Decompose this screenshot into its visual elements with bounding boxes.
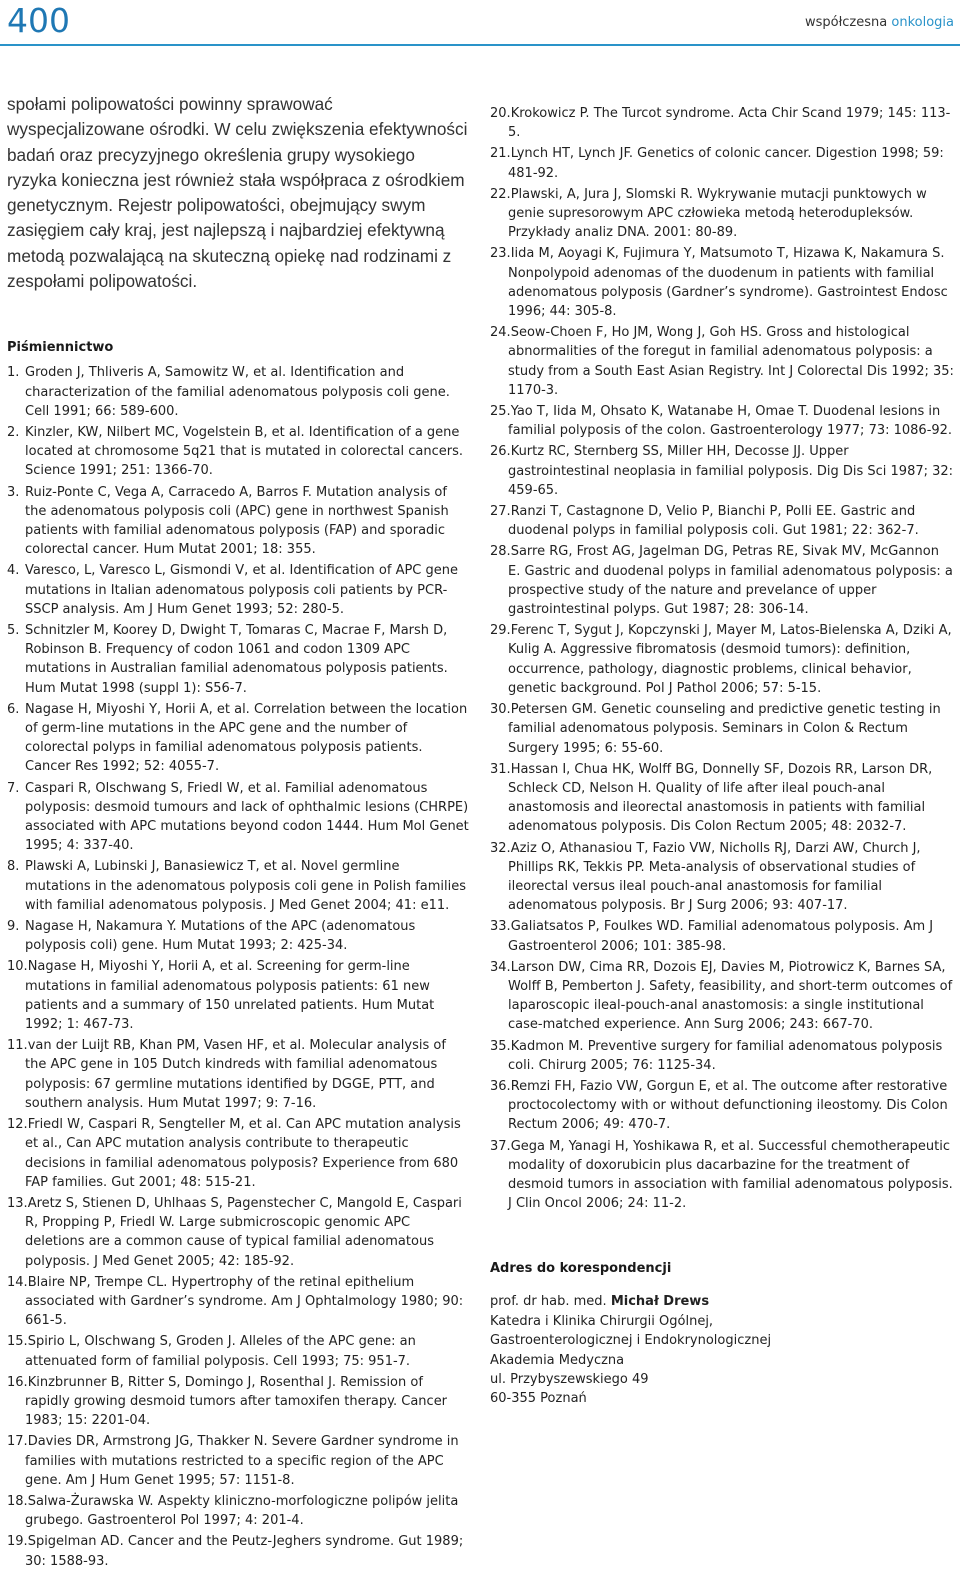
reference-number: 21. — [490, 146, 511, 162]
references-list-right — [490, 104, 954, 1213]
reference-item — [490, 502, 954, 540]
references-list-left — [7, 363, 469, 1570]
reference-item — [490, 958, 954, 1035]
reference-number: 23. — [490, 246, 511, 262]
journal-title-part2: onkologia — [891, 15, 954, 30]
reference-number: 25. — [490, 404, 511, 420]
reference-number: 17. — [7, 1434, 28, 1450]
page-header — [0, 0, 960, 44]
reference-text: Wykrywanie mutacji punktowych w genie supresorowym APC człowieka metodą heterodupleksów. Przykłady analiz DNA. 2001: 80-89. — [508, 186, 927, 241]
address-lines — [490, 1312, 954, 1409]
reference-authors: Blaire NP, Trempe CL. — [27, 1274, 168, 1290]
reference-text: Genetics of colonic cancer. Digestion 1998; 59: 481-92. — [508, 146, 944, 181]
reference-number: 35. — [490, 1038, 511, 1054]
reference-text: Gastric and duodenal polyps in familial polyposis coli. Gut 1981; 22: 362-7. — [508, 504, 919, 539]
reference-number: 30. — [490, 702, 511, 718]
reference-text: Aspekty kliniczno-morfologiczne polipów jelita grubego. Gastroenterol Pol 1997; 4: 201-4. — [25, 1493, 459, 1529]
reference-item — [490, 1037, 954, 1075]
address-name: Michał Drews — [610, 1294, 710, 1310]
reference-item — [7, 957, 469, 1034]
reference-text: Novel germline mutations in the adenomatous polyposis coli gene in Polish families with familial adenomatous polyposis. J Med Genet 2004; 41: e11. — [25, 859, 467, 913]
reference-text: Severe Gardner syndrome in families with mutations restricted to a specific region of the APC gene. Am J Hum Genet 1995; 57: 1151-8. — [25, 1434, 459, 1488]
reference-authors: Spigelman AD. — [27, 1534, 124, 1550]
reference-item — [7, 1532, 469, 1570]
reference-authors: Seow-Choen F, Ho JM, Wong J, Goh HS. — [510, 325, 763, 341]
reference-item — [490, 144, 954, 182]
reference-text: Duodenal lesions in familial polyposis of the colon. Gastroenterology 1977; 73: 1086-92. — [508, 404, 953, 439]
reference-authors: Aziz O, Athanasiou T, Fazio VW, Nicholls RJ, Darzi AW, Church J, Phillips RK, Tekkis PP. — [508, 840, 921, 875]
reference-text: Upper gastrointestinal neoplasia in familial polyposis. Dig Dis Sci 1987; 32: 459-65. — [508, 444, 954, 498]
reference-item — [7, 1273, 469, 1331]
address-line: 60-355 Poznań — [490, 1391, 587, 1407]
reference-item — [7, 1492, 469, 1530]
reference-item — [490, 917, 954, 955]
reference-item — [7, 1332, 469, 1370]
reference-authors: Groden J, Thliveris A, Samowitz W, et al. — [25, 365, 287, 381]
reference-item — [490, 621, 954, 698]
reference-item — [490, 760, 954, 837]
reference-authors: Ranzi T, Castagnone D, Velio P, Bianchi P, Polli EE. — [510, 504, 837, 520]
reference-authors: Varesco, L, Varesco L, Gismondi V, et al. — [25, 563, 286, 579]
reference-number: 26. — [490, 444, 511, 460]
reference-authors: Yao T, Iida M, Ohsato K, Watanabe H, Omae T. — [510, 404, 809, 420]
reference-number: 22. — [490, 186, 511, 202]
reference-authors: Gega M, Yanagi H, Yoshikawa R, et al. — [510, 1138, 754, 1154]
reference-number: 7. — [7, 780, 20, 796]
reference-item — [7, 621, 469, 698]
reference-number: 11. — [7, 1038, 28, 1054]
left-column — [7, 92, 469, 1573]
reference-item — [7, 1373, 469, 1431]
reference-authors: Nagase H, Nakamura Y. — [25, 919, 177, 935]
reference-item — [490, 244, 954, 321]
reference-text: Screening for germ-line mutations in familial adenomatous polyposis patients: 61 new patients and a summary of 150 unrelated patients. Hum Mutat 1992; 1: 467-73. — [25, 959, 435, 1033]
journal-title-part1: współczesna — [804, 15, 888, 30]
reference-item — [7, 561, 469, 619]
reference-authors: Spirio L, Olschwang S, Groden J. — [27, 1334, 236, 1350]
address-title: prof. dr hab. med. — [490, 1294, 607, 1310]
reference-item — [7, 1115, 469, 1192]
reference-item — [7, 363, 469, 421]
reference-number: 2. — [7, 424, 20, 440]
reference-item — [490, 442, 954, 500]
reference-number: 37. — [490, 1138, 511, 1154]
reference-text: Correlation between the location of germ-line mutations in the APC gene and the number of colorectal polyps in familial adenomatous polyposis patients. Cancer Res 1992; 52: 4055-7. — [25, 701, 468, 775]
reference-item — [7, 1194, 469, 1271]
address-name-line — [490, 1292, 954, 1311]
reference-text: Identification of a gene located at chromosome 5q21 that is mutated in colorectal cancers. Science 1991; 251: 1366-70. — [25, 424, 463, 479]
reference-number: 32. — [490, 840, 511, 856]
reference-item — [7, 483, 469, 560]
reference-number: 8. — [7, 859, 20, 875]
reference-text: Mutations of the APC (adenomatous polyposis coli) gene. Hum Mutat 1993; 2: 425-34. — [25, 919, 416, 954]
reference-authors: Iida M, Aoyagi K, Fujimura Y, Matsumoto T, Hizawa K, Nakamura S. — [510, 246, 945, 262]
address-line: Katedra i Klinika Chirurgii Ogólnej, — [490, 1313, 714, 1329]
reference-text: Aggressive fibromatosis (desmoid tumors): definition, occurrence, pathology, diagnostic problems, clinical behavior, genetic background. Pol J Pathol 2006; 57: 5-15. — [508, 642, 912, 696]
intro-paragraph: społami polipowatości powinny sprawować wyspecjalizowane ośrodki. W celu zwiększenia efektywności badań oraz precyzyjnego określenia grupy wysokiego ryzyka konieczna jest również stała współpraca z ośrodkiem genetycznym. Rejestr polipowatości, obejmujący swym zasięgiem cały kraj, jest najlepszą i najbardziej efektywną metodą pozwalającą na skuteczną opiekę nad rodzinami z zespołami polipowatości. — [7, 94, 468, 292]
reference-item — [490, 104, 954, 142]
reference-authors: Sarre RG, Frost AG, Jagelman DG, Petras RE, Sivak MV, McGannon E. — [508, 544, 939, 579]
reference-number: 15. — [7, 1334, 28, 1350]
reference-item — [490, 700, 954, 758]
reference-number: 4. — [7, 563, 20, 579]
reference-authors: Lynch HT, Lynch JF. — [510, 146, 634, 162]
reference-authors: Ruiz-Ponte C, Vega A, Carracedo A, Barros F. — [25, 484, 312, 500]
reference-text: Meta-analysis of observational studies of ileorectal versus ileal pouch-anal anastomosis for familial adenomatous polyposis. Br J Surg 2006; 93: 407-17. — [508, 859, 916, 914]
reference-authors: Ferenc T, Sygut J, Kopczynski J, Mayer M, Latos-Bielenska A, Dziki A, Kulig A. — [508, 623, 952, 658]
reference-item — [7, 779, 469, 856]
reference-number: 36. — [490, 1078, 511, 1094]
reference-item — [490, 1137, 954, 1214]
reference-authors: Plawski A, Lubinski J, Banasiewicz T, et al. — [25, 859, 297, 875]
reference-authors: Aretz S, Stienen D, Uhlhaas S, Pagenstecher C, Mangold E, Caspari R, Propping P, Friedl W. — [25, 1195, 462, 1231]
reference-authors: Plawski, A, Jura J, Slomski R. — [510, 186, 693, 202]
reference-item — [7, 1432, 469, 1490]
reference-text: Familial adenomatous polyposis: desmoid tumours and lack of ophthalmic lesions (CHRPE) associated with APC mutations beyond codon 1444. Hum Mol Genet 1995; 4: 337-40. — [25, 780, 469, 854]
reference-number: 28. — [490, 544, 511, 560]
header-rule — [0, 44, 960, 46]
address-line: Akademia Medyczna — [490, 1352, 625, 1368]
reference-authors: Krokowicz P. — [510, 106, 590, 121]
address-line: Gastroenterologicznej i Endokrynologicznej — [490, 1333, 772, 1349]
right-column — [490, 104, 954, 1409]
reference-authors: van der Luijt RB, Khan PM, Vasen HF, et al. — [27, 1038, 306, 1054]
reference-number: 9. — [7, 919, 20, 935]
reference-text: Identification and characterization of the familial adenomatous polyposis coli gene. Cell 1991; 66: 589-600. — [25, 365, 450, 419]
reference-item — [7, 917, 469, 955]
reference-number: 34. — [490, 959, 511, 975]
reference-authors: Friedl W, Caspari R, Sengteller M, et al. — [27, 1117, 282, 1133]
reference-item — [490, 1077, 954, 1135]
reference-authors: Davies DR, Armstrong JG, Thakker N. — [27, 1434, 268, 1450]
reference-authors: Nagase H, Miyoshi Y, Horii A, et al. — [25, 701, 250, 717]
reference-authors: Remzi FH, Fazio VW, Gorgun E, et al. — [510, 1078, 749, 1094]
reference-number: 24. — [490, 325, 511, 341]
reference-text: Successful chemotherapeutic modality of doxorubicin plus dacarbazine for the treatment of desmoid tumors in association with familial adenomatous polyposis. J Clin Oncol 2006; 24: 11-2. — [508, 1138, 953, 1212]
reference-number: 5. — [7, 623, 20, 639]
reference-text: The outcome after restorative proctocolectomy with or without defunctioning ileostomy. Dis Colon Rectum 2006; 49: 470-7. — [508, 1078, 948, 1133]
reference-number: 16. — [7, 1374, 28, 1390]
reference-text: Large submicroscopic genomic APC deletions are a common cause of typical familial adenomatous polyposis. J Med Genet 2005; 42: 185-92. — [25, 1215, 434, 1269]
reference-item — [490, 839, 954, 916]
reference-text: Remission of rapidly growing desmoid tumors after tamoxifen therapy. Cancer 1983; 15: 2201-04. — [25, 1374, 448, 1429]
reference-number: 12. — [7, 1117, 28, 1133]
reference-authors: Hassan I, Chua HK, Wolff BG, Donnelly SF, Dozois RR, Larson DR, Schleck CD, Nelson H. — [508, 761, 933, 796]
reference-text: Familial adenomatous polyposis. Am J Gastroenterol 2006; 101: 385-98. — [508, 919, 934, 954]
reference-item — [490, 185, 954, 243]
reference-text: Frequency of codon 1061 and codon 1309 APC mutations in Australian familial adenomatous polyposis patients. Hum Mutat 1998 (suppl 1): S56-7. — [25, 642, 448, 696]
reference-authors: Kurtz RC, Sternberg SS, Miller HH, Decosse JJ. — [510, 444, 806, 460]
reference-number: 19. — [7, 1534, 28, 1550]
reference-number: 14. — [7, 1274, 28, 1290]
reference-text: Identification of APC gene mutations in Italian adenomatous polyposis coli patients by PCR-SSCP analysis. Am J Hum Genet 1993; 52: 280-5. — [25, 563, 458, 617]
reference-number: 10. — [7, 959, 28, 975]
reference-text: Nonpolypoid adenomas of the duodenum in patients with familial adenomatous polyposis (Gardner’s syndrome). Gastrointest Endosc 1996; 44: 305-8. — [508, 265, 948, 320]
reference-text: Molecular analysis of the APC gene in 105 Dutch kindreds with familial adenomatous polyposis: 67 germline mutations identified by DGGE, PTT, and southern analysis. Hum Mutat 1997; 9: 7-16. — [25, 1038, 446, 1111]
reference-number: 1. — [7, 365, 20, 381]
reference-text: Gross and histological abnormalities of the foregut in familial adenomatous polyposis: a study from a South East Asian Registry. Int J Colorectal Dis 1992; 35: 1170-3. — [508, 325, 954, 398]
reference-text: Safety, feasibility, and short-term outcomes of laparoscopic ileal-pouch-anal anastomosis: a single institutional case-matched experience. Ann Surg 2006; 243: 667-70. — [508, 978, 953, 1033]
address-line: ul. Przybyszewskiego 49 — [490, 1372, 649, 1387]
reference-text: Genetic counseling and predictive genetic testing in familial adenomatous polyposis. Seminars in Colon & Rectum Surgery 1995; 6: 55-60. — [508, 702, 941, 756]
reference-authors: Larson DW, Cima RR, Dozois EJ, Davies M, Piotrowicz K, Barnes SA, Wolff B, Pemberton J. — [508, 959, 946, 994]
reference-number: 20. — [490, 106, 511, 121]
reference-number: 33. — [490, 919, 511, 935]
reference-item — [490, 323, 954, 400]
reference-number: 3. — [7, 484, 20, 500]
reference-number: 29. — [490, 623, 511, 639]
reference-authors: Nagase H, Miyoshi Y, Horii A, et al. — [27, 959, 253, 975]
reference-authors: Kinzbrunner B, Ritter S, Domingo J, Rosenthal J. — [27, 1374, 337, 1390]
reference-text: Hypertrophy of the retinal epithelium associated with Gardner’s syndrome. Am J Ophtalmology 1980; 90: 661-5. — [25, 1274, 464, 1329]
reference-authors: Kinzler, KW, Nilbert MC, Vogelstein B, et al. — [25, 424, 305, 440]
reference-item — [7, 857, 469, 915]
reference-authors: Galiatsatos P, Foulkes WD. — [510, 919, 684, 935]
reference-authors: Schnitzler M, Koorey D, Dwight T, Tomaras C, Macrae F, Marsh D, Robinson B. — [25, 623, 448, 658]
reference-authors: Caspari R, Olschwang S, Friedl W, et al. — [25, 780, 281, 796]
reference-item — [490, 402, 954, 440]
reference-text: Mutation analysis of the adenomatous polyposis coli (APC) gene in northwest Spanish patients with familial adenomatous polyposis (FAP) and sporadic colorectal cancer. Hum Mutat 2001; 18: 355. — [25, 484, 449, 558]
reference-number: 6. — [7, 701, 20, 717]
reference-number: 13. — [7, 1195, 28, 1211]
reference-item — [7, 423, 469, 481]
reference-text: Cancer and the Peutz-Jeghers syndrome. Gut 1989; 30: 1588-93. — [25, 1534, 464, 1569]
reference-authors: Petersen GM. — [510, 702, 598, 718]
reference-text: Can APC mutation analysis et al., Can APC mutation analysis contribute to therapeutic decisions in familial adenomatous polyposis? Experience from 680 FAP families. Gut 2001; 48: 515-21. — [25, 1117, 461, 1190]
reference-authors: Salwa-Żurawska W. — [27, 1493, 154, 1509]
reference-number: 18. — [7, 1493, 28, 1509]
reference-text: Quality of life after ileal pouch-anal anastomosis and ileorectal anastomosis in patients with familial adenomatous polyposis. Dis Colon Rectum 2005; 48: 2032-7. — [508, 780, 926, 835]
reference-item — [7, 700, 469, 777]
reference-authors: Kadmon M. — [510, 1038, 584, 1054]
address-heading: Adres do korespondencji — [490, 1261, 672, 1277]
reference-item — [7, 1036, 469, 1113]
reference-number: 27. — [490, 504, 511, 520]
page-number: 400 — [7, 1, 70, 40]
reference-text: The Turcot syndrome. Acta Chir Scand 1979; 145: 113-5. — [508, 106, 951, 141]
reference-number: 31. — [490, 761, 511, 777]
reference-text: Gastric and duodenal polyps in familial adenomatous polyposis: a prospective study of the nature and prevelance of upper gastrointestinal polyps. Gut 1987; 28: 306-14. — [508, 563, 953, 618]
journal-title — [805, 15, 954, 30]
reference-text: Preventive surgery for familial adenomatous polyposis coli. Chirurg 2005; 76: 1125-34. — [508, 1038, 943, 1073]
references-heading: Piśmiennictwo — [7, 340, 114, 356]
reference-item — [490, 542, 954, 619]
reference-text: Alleles of the APC gene: an attenuated form of familial polyposis. Cell 1993; 75: 951-7. — [25, 1334, 416, 1369]
